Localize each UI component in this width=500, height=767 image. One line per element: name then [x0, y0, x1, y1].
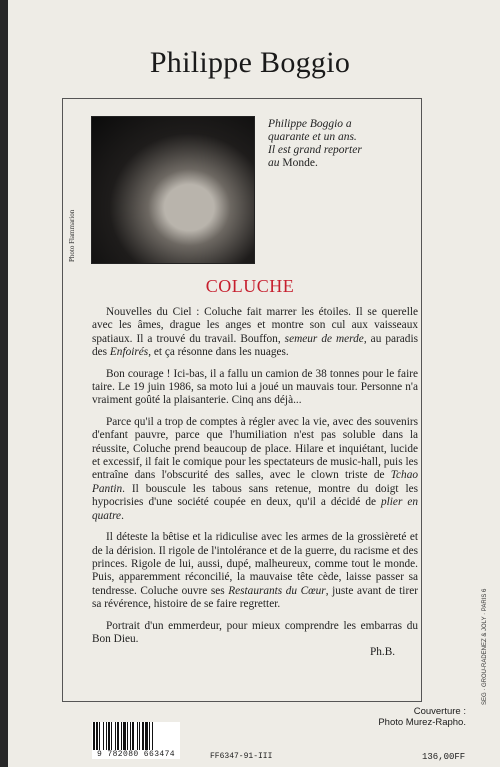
bio-line: quarante et un ans. [268, 131, 357, 143]
blurb-paragraph [92, 368, 418, 408]
blurb-text [92, 306, 418, 654]
product-code: FF6347-91-III [210, 752, 273, 761]
printer-credit: SEG · GROU-RADENEZ & JOLY · PARIS 6 [482, 588, 488, 705]
blurb-paragraph [92, 620, 418, 647]
paragraph-text: . Il bouscule les tabous sans retenue, montre du doigt les hypocrisies d'une société coupée en deux, qu'il a décidé de [92, 482, 418, 509]
author-name: Philippe Boggio [149, 46, 351, 79]
paragraph-text: Il déteste la bêtise et la ridiculise avec les armes de la grossièreté et de la dérision. Il rigole de l'intolérance et de la guerre, du racisme et des princes. Rigole de lui, aussi, dupé, malheureux, comme tout le monde. Puis, apparemment réconcilié, la mauvaise tête cède, laisse passer sa tendresse. Coluche ouvre ses [92, 531, 418, 597]
book-spine-edge [0, 0, 8, 767]
bio-line: Il est grand reporter [268, 144, 362, 156]
paragraph-text: , et ça résonne dans les nuages. [148, 346, 289, 359]
paragraph-text: . [121, 509, 124, 522]
book-title: COLUCHE [205, 276, 295, 296]
bio-line: Philippe Boggio a [268, 118, 352, 130]
isbn-digits: 9 782080 663474 [92, 750, 180, 759]
cover-credit [378, 706, 466, 728]
isbn-barcode [92, 722, 180, 758]
blurb-paragraph [92, 416, 418, 523]
italic-title-text: plier en quatre [92, 496, 418, 522]
paragraph-text: Nouvelles du Ciel : Coluche fait marrer les étoiles. Il se querelle avec les âmes, drague les anges et montre son cul aux vaisseaux spatiaux. Il a trouvé du travail. Bouffon, [92, 306, 418, 345]
paragraph-text: , au paradis des [92, 332, 418, 359]
cover-credit-label: Couverture : [413, 706, 466, 717]
photo-credit: Photo Flammarion [68, 209, 76, 262]
signature: Ph.B. [370, 646, 396, 658]
italic-title-text: Tchao Pantin [92, 469, 418, 495]
paragraph-text: Bon courage ! Ici-bas, il a fallu un camion de 38 tonnes pour le faire taire. Le 19 juin 1986, sa moto lui a joué un mauvais tour. Personne n'a vraiment goûté la plaisanterie. Cinq ans déjà... [92, 367, 418, 407]
bio-line-prefix: au [268, 157, 283, 169]
blurb-paragraph [92, 531, 418, 611]
newspaper-name: Monde. [282, 157, 318, 169]
cover-credit-photo: Photo Murez-Rapho. [378, 717, 466, 728]
paragraph-text: Parce qu'il a trop de comptes à régler avec la vie, avec des souvenirs d'enfant pauvre, parce que l'humiliation n'est pas soluble dans la réussite, Coluche prend beaucoup de place. Hilare et inquiétant, lucide et excessif, il fait le comique pour les spectateurs de music-hall, puis les entraîne dans l'obscurité des salles, avec le clown triste de [92, 415, 418, 482]
italic-title-text: Restaurants du Cœur [228, 584, 326, 597]
bio-line [268, 157, 418, 170]
paragraph-text: , juste avant de tirer sa révérence, histoire de se faire regretter. [92, 584, 418, 611]
blurb-paragraph [92, 306, 418, 360]
italic-title-text: Enfoirés [109, 346, 149, 359]
barcode-bar [152, 722, 153, 750]
italic-title-text: semeur de merde [284, 332, 364, 345]
author-photo [91, 116, 255, 264]
paragraph-text: Portrait d'un emmerdeur, pour mieux comprendre les embarras du Bon Dieu. [92, 619, 418, 645]
price: 136,00FF [422, 752, 466, 762]
author-bio [268, 118, 418, 170]
